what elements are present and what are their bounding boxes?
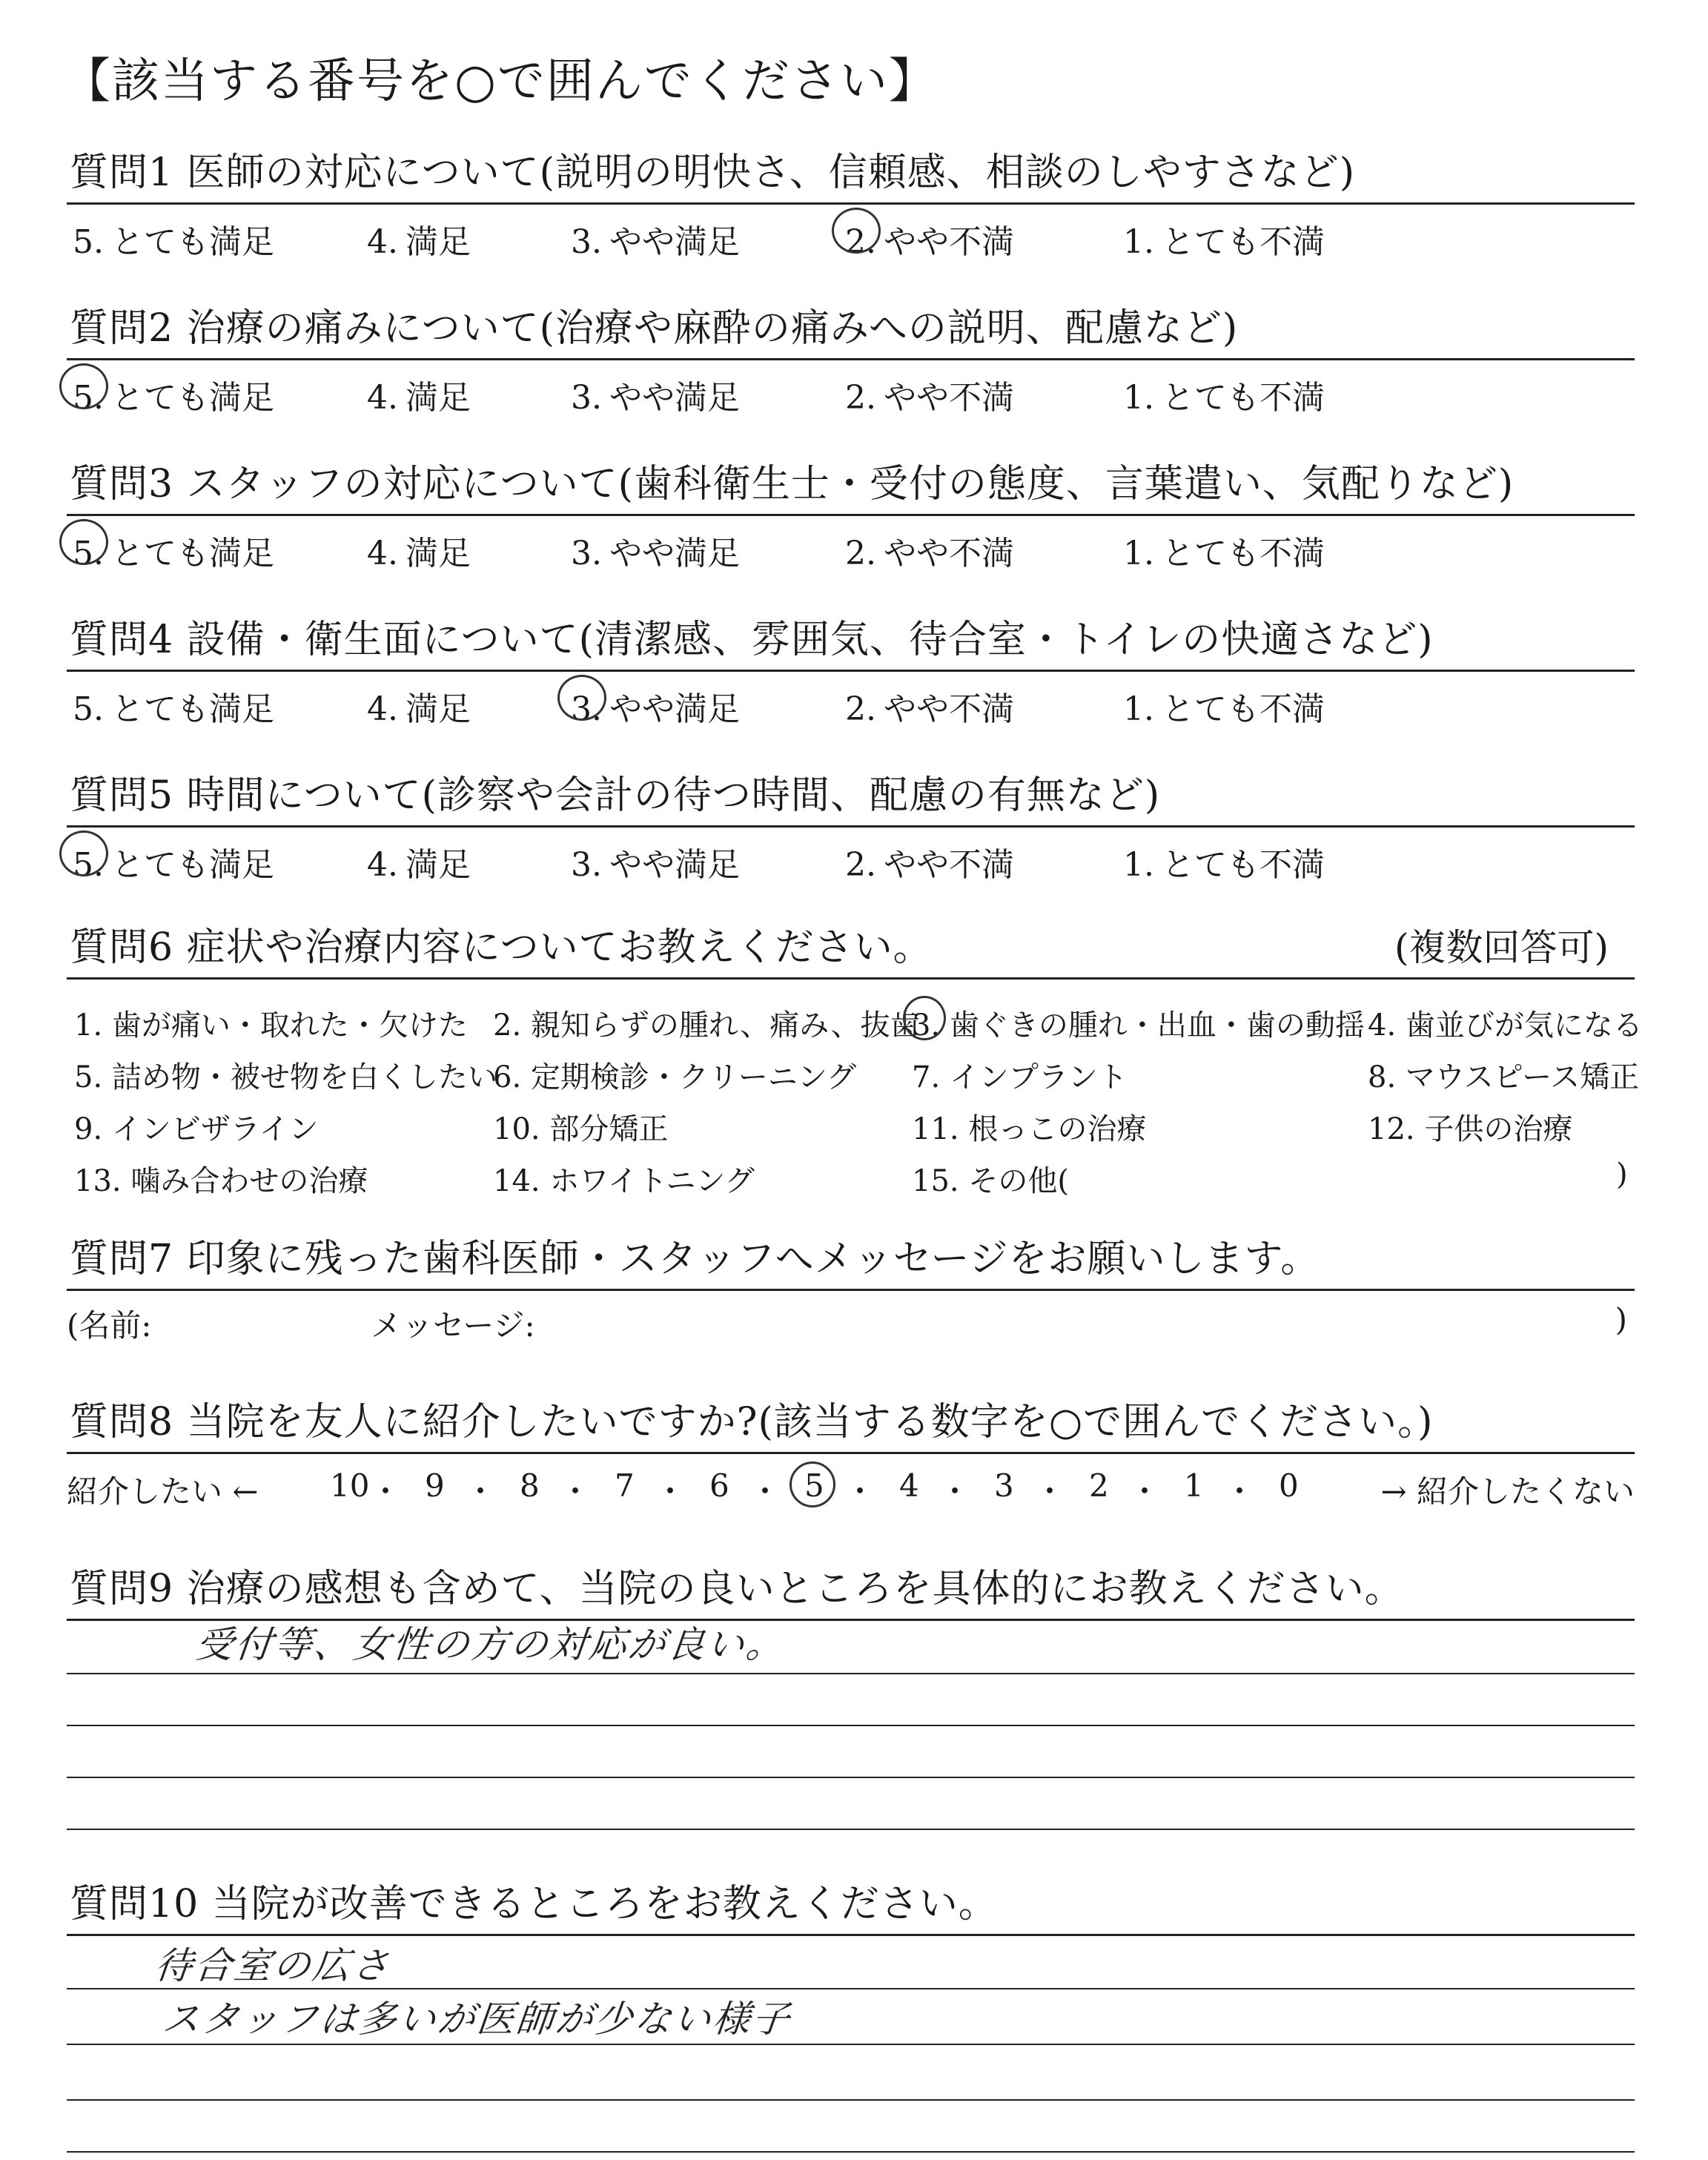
rating-option[interactable] — [1123, 682, 1325, 730]
rating-label: やや満足 — [609, 223, 740, 261]
rating-label: やや不満 — [883, 535, 1014, 572]
recommend-right-label: → 紹介したくない — [1380, 1473, 1635, 1510]
selected-circle-mark — [59, 519, 108, 565]
scale-separator: ・ — [370, 1473, 402, 1510]
symptom-option[interactable]: 1. 歯が痛い・取れた・欠けた — [74, 1008, 468, 1043]
recommend-score[interactable]: 0 — [1279, 1467, 1299, 1504]
rating-number: 2. — [845, 223, 876, 261]
question-title: 質問7 印象に残った歯科医師・スタッフへメッセージをお願いします。 — [70, 1237, 1320, 1281]
answer-line — [67, 2099, 1635, 2101]
rating-option[interactable] — [571, 526, 740, 574]
rating-label: とても不満 — [1161, 690, 1325, 728]
question-heading — [67, 1394, 1635, 1454]
symptom-option[interactable]: 15. その他( — [912, 1164, 1069, 1198]
rating-number: 4. — [367, 379, 398, 417]
rating-label: やや満足 — [609, 535, 740, 572]
rating-option[interactable] — [1123, 526, 1325, 574]
recommend-score[interactable]: 8 — [520, 1467, 540, 1504]
answer-lines — [67, 1936, 1635, 2159]
rating-option[interactable] — [845, 682, 1014, 730]
rating-number: 3. — [571, 846, 602, 884]
symptom-option[interactable]: 8. マウスピース矯正 — [1368, 1060, 1640, 1094]
scale-separator: ・ — [749, 1473, 781, 1510]
scale-separator: ・ — [1224, 1473, 1256, 1510]
rating-number: 3. — [571, 690, 602, 728]
question-6 — [67, 919, 1643, 1202]
rating-label: やや満足 — [609, 379, 740, 417]
rating-label: 満足 — [405, 690, 471, 728]
rating-label: とても満足 — [110, 223, 274, 261]
rating-number: 4. — [367, 690, 398, 728]
question-9 — [67, 1561, 1635, 1858]
question-3 — [67, 456, 1635, 575]
rating-option[interactable] — [1123, 371, 1325, 418]
symptom-option[interactable]: 3. 歯ぐきの腫れ・出血・歯の動揺 — [912, 1008, 1365, 1043]
question-2 — [67, 300, 1635, 420]
symptom-option[interactable]: 10. 部分矯正 — [493, 1112, 669, 1146]
rating-option[interactable] — [367, 682, 471, 730]
answer-lines — [67, 1621, 1635, 1858]
rating-options — [67, 360, 1635, 420]
rating-number: 4. — [367, 846, 398, 884]
rating-option[interactable] — [571, 838, 740, 885]
rating-options — [67, 516, 1635, 575]
rating-number: 1. — [1123, 535, 1154, 572]
question-title: 質問2 治療の痛みについて(治療や麻酔の痛みへの説明、配慮など) — [70, 306, 1239, 351]
rating-option[interactable] — [845, 526, 1014, 574]
question-heading — [67, 145, 1635, 205]
message-row — [67, 1291, 1635, 1350]
name-label: (名前: — [67, 1307, 152, 1344]
multiple-answers-note: (複数回答可) — [1394, 926, 1609, 969]
rating-number: 1. — [1123, 379, 1154, 417]
rating-number: 2. — [845, 535, 876, 572]
answer-line — [67, 2044, 1635, 2045]
recommend-score[interactable]: 5 — [804, 1467, 824, 1504]
recommend-score[interactable]: 10 — [330, 1467, 370, 1504]
recommend-score[interactable]: 6 — [709, 1467, 729, 1504]
rating-label: とても満足 — [110, 379, 274, 417]
rating-label: とても不満 — [1161, 223, 1325, 261]
symptom-option[interactable]: 9. インビザライン — [74, 1112, 319, 1146]
rating-option[interactable] — [367, 215, 471, 262]
rating-options — [67, 672, 1635, 731]
rating-label: やや不満 — [883, 690, 1014, 728]
symptom-option[interactable]: 4. 歯並びが気になる — [1368, 1008, 1643, 1043]
handwritten-answer: 待合室の広さ — [153, 1944, 394, 1987]
scale-separator: ・ — [939, 1473, 971, 1510]
symptom-option[interactable]: 5. 詰め物・被せ物を白くしたい — [74, 1060, 497, 1094]
rating-option[interactable] — [571, 215, 740, 262]
rating-label: やや不満 — [883, 379, 1014, 417]
handwritten-answer: スタッフは多いが医師が少ない様子 — [160, 1998, 794, 2041]
rating-number: 5. — [73, 846, 104, 884]
rating-options — [67, 828, 1635, 887]
rating-label: とても満足 — [110, 846, 274, 884]
rating-label: 満足 — [405, 535, 471, 572]
scale-separator: ・ — [655, 1473, 686, 1510]
rating-option[interactable] — [845, 838, 1014, 885]
rating-label: やや満足 — [609, 846, 740, 884]
question-title: 質問1 医師の対応について(説明の明快さ、信頼感、相談のしやすさなど) — [70, 151, 1356, 195]
rating-label: とても満足 — [110, 690, 274, 728]
question-title: 質問6 症状や治療内容についてお教えください。 — [70, 925, 933, 970]
question-heading — [67, 1876, 1635, 1936]
rating-label: やや不満 — [883, 223, 1014, 261]
rating-number: 2. — [845, 846, 876, 884]
rating-number: 5. — [73, 690, 104, 728]
rating-number: 4. — [367, 535, 398, 572]
page-title: 【該当する番号を○で囲んでください】 — [63, 54, 938, 109]
scale-separator: ・ — [844, 1473, 876, 1510]
symptom-option[interactable]: 13. 噛み合わせの治療 — [74, 1164, 368, 1198]
question-heading — [67, 919, 1635, 980]
rating-label: 満足 — [405, 846, 471, 884]
answer-line — [67, 1829, 1635, 1830]
selected-circle-mark — [557, 675, 606, 721]
recommend-left-label: 紹介したい ← — [67, 1473, 259, 1510]
answer-line — [67, 1725, 1635, 1726]
selected-circle-mark — [59, 363, 108, 409]
question-title: 質問9 治療の感想も含めて、当院の良いところを具体的にお教えください。 — [70, 1567, 1404, 1611]
rating-number: 5. — [73, 379, 104, 417]
answer-line — [67, 1673, 1635, 1674]
recommend-score[interactable]: 4 — [899, 1467, 919, 1504]
rating-label: 満足 — [405, 223, 471, 261]
rating-number: 1. — [1123, 223, 1154, 261]
rating-option[interactable] — [367, 371, 471, 418]
rating-label: やや満足 — [609, 690, 740, 728]
scale-separator: ・ — [560, 1473, 592, 1510]
rating-option[interactable] — [845, 371, 1014, 418]
recommend-score[interactable]: 2 — [1089, 1467, 1109, 1504]
question-title: 質問5 時間について(診察や会計の待つ時間、配慮の有無など) — [70, 773, 1161, 818]
question-4 — [67, 612, 1635, 731]
rating-label: とても不満 — [1161, 379, 1325, 417]
rating-number: 2. — [845, 379, 876, 417]
scale-separator: ・ — [1129, 1473, 1161, 1510]
selected-circle-mark — [59, 830, 108, 876]
question-5 — [67, 767, 1635, 887]
rating-option[interactable] — [367, 526, 471, 574]
rating-label: 満足 — [405, 379, 471, 417]
question-heading — [67, 300, 1635, 360]
question-title: 質問3 スタッフの対応について(歯科衛生士・受付の態度、言葉遣い、気配りなど) — [70, 462, 1515, 506]
question-heading — [67, 456, 1635, 516]
answer-line — [67, 2151, 1635, 2153]
rating-number: 4. — [367, 223, 398, 261]
question-heading — [67, 1561, 1635, 1621]
selected-circle-mark — [832, 208, 881, 254]
message-label: メッセージ: — [371, 1307, 535, 1344]
rating-options — [67, 205, 1635, 264]
rating-number: 3. — [571, 223, 602, 261]
symptom-options — [67, 980, 1643, 1202]
symptom-option[interactable]: 6. 定期検診・クリーニング — [493, 1060, 857, 1094]
scale-separator: ・ — [465, 1473, 497, 1510]
question-7 — [67, 1231, 1635, 1350]
rating-label: やや不満 — [883, 846, 1014, 884]
question-heading — [67, 767, 1635, 828]
question-8 — [67, 1394, 1635, 1519]
recommend-score[interactable]: 3 — [994, 1467, 1014, 1504]
recommend-score[interactable]: 9 — [425, 1467, 445, 1504]
symptom-option[interactable]: 11. 根っこの治療 — [912, 1112, 1147, 1146]
rating-option[interactable] — [1123, 215, 1325, 262]
rating-number: 1. — [1123, 846, 1154, 884]
close-paren: ) — [1615, 1301, 1627, 1338]
rating-label: とても不満 — [1161, 535, 1325, 572]
scale-separator: ・ — [1034, 1473, 1066, 1510]
symptom-option[interactable]: 2. 親知らずの腫れ、痛み、抜歯 — [493, 1008, 920, 1043]
symptom-option[interactable]: 12. 子供の治療 — [1368, 1112, 1573, 1146]
rating-number: 3. — [571, 535, 602, 572]
question-title: 質問10 当院が改善できるところをお教えください。 — [70, 1882, 998, 1926]
rating-number: 5. — [73, 535, 104, 572]
rating-number: 2. — [845, 690, 876, 728]
question-title: 質問8 当院を友人に紹介したいですか?(該当する数字を○で囲んでください。) — [70, 1400, 1434, 1444]
answer-line — [67, 1777, 1635, 1778]
other-close-paren: ) — [1616, 1157, 1628, 1192]
question-heading — [67, 1231, 1635, 1291]
recommend-scale — [67, 1454, 1635, 1519]
question-title: 質問4 設備・衛生面について(清潔感、雰囲気、待合室・トイレの快適さなど) — [70, 618, 1434, 662]
symptom-option[interactable]: 14. ホワイトニング — [493, 1164, 755, 1198]
rating-option[interactable] — [73, 682, 274, 730]
recommend-score[interactable]: 7 — [615, 1467, 635, 1504]
rating-number: 3. — [571, 379, 602, 417]
question-10 — [67, 1876, 1635, 2159]
selected-circle-mark — [903, 996, 946, 1040]
question-1 — [67, 145, 1635, 264]
symptom-option[interactable]: 7. インプラント — [912, 1060, 1128, 1094]
question-heading — [67, 612, 1635, 672]
rating-option[interactable] — [367, 838, 471, 885]
recommend-score[interactable]: 1 — [1184, 1467, 1204, 1504]
rating-label: とても不満 — [1161, 846, 1325, 884]
rating-option[interactable] — [571, 371, 740, 418]
rating-option[interactable] — [73, 215, 274, 262]
selected-circle-mark — [790, 1462, 835, 1507]
rating-number: 5. — [73, 223, 104, 261]
rating-label: とても満足 — [110, 535, 274, 572]
handwritten-answer: 受付等、女性の方の対応が良い。 — [193, 1623, 788, 1666]
rating-number: 1. — [1123, 690, 1154, 728]
rating-option[interactable] — [1123, 838, 1325, 885]
